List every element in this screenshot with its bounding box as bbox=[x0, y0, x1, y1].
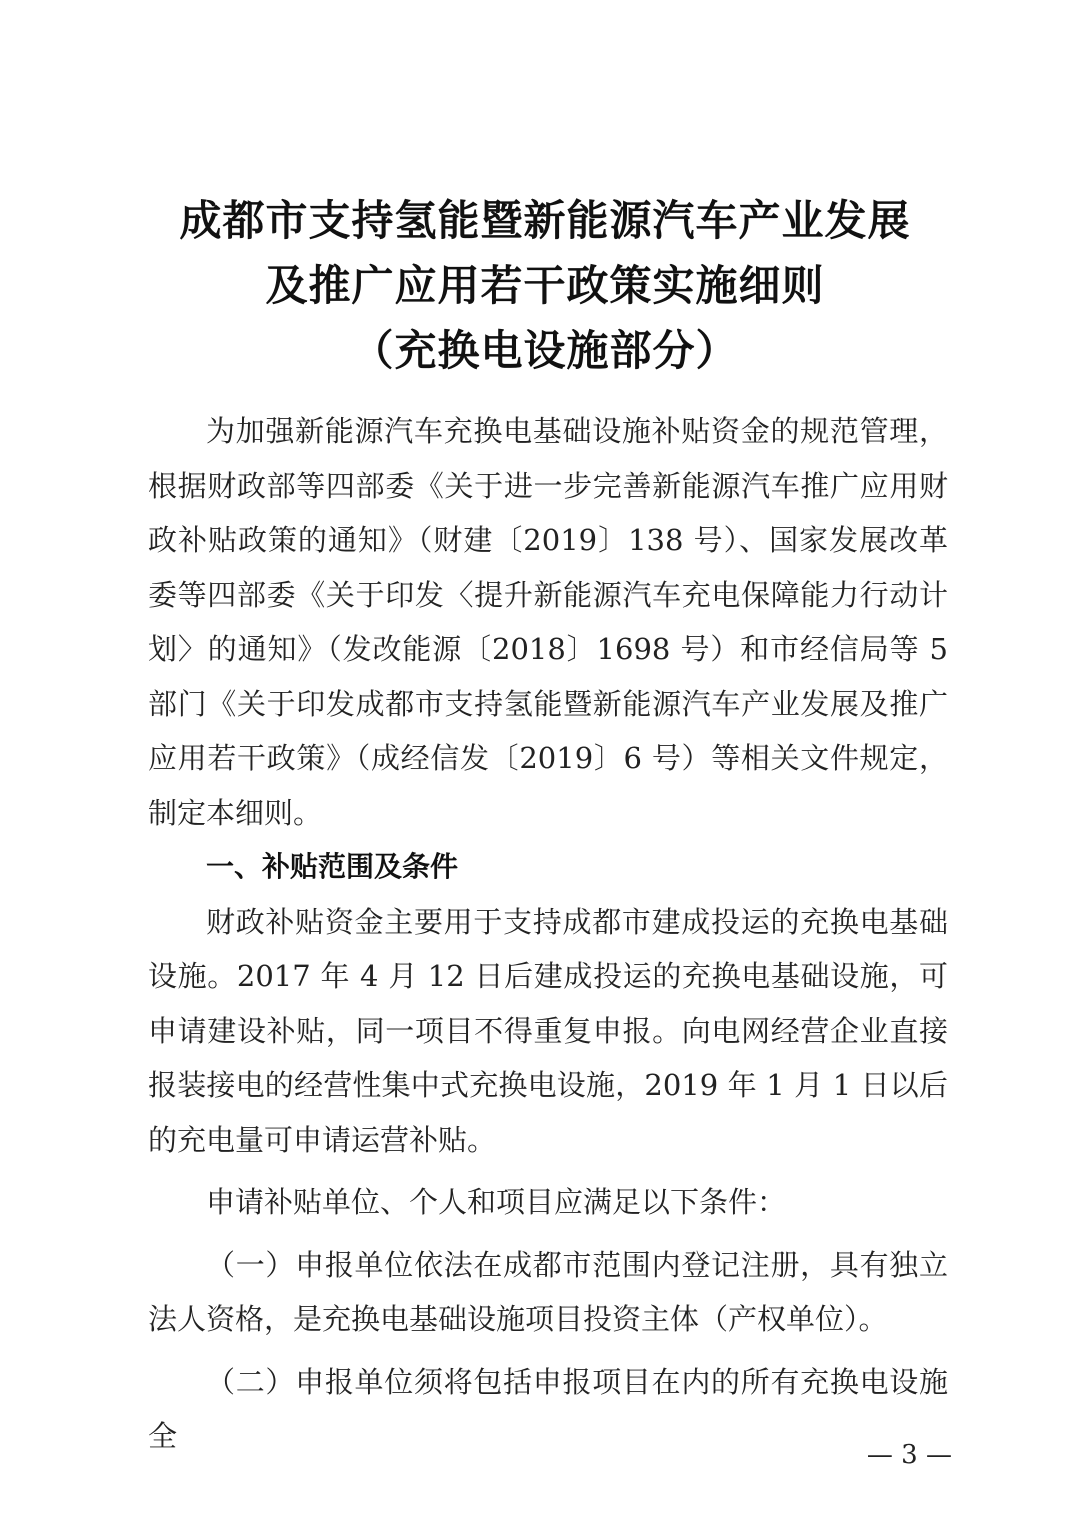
condition-item-2: （二）申报单位须将包括申报项目在内的所有充换电设施全 bbox=[148, 1364, 948, 1453]
paragraph-gap bbox=[148, 1347, 948, 1355]
paragraph-gap bbox=[148, 1230, 948, 1238]
title-line-2: 及推广应用若干政策实施细则 bbox=[265, 261, 825, 310]
title-line-1: 成都市支持氢能暨新能源汽车产业发展 bbox=[179, 196, 911, 245]
paragraph-gap bbox=[148, 1167, 948, 1175]
section-heading: 一、补贴范围及条件 bbox=[206, 850, 459, 883]
conditions-lead: 申请补贴单位、个人和项目应满足以下条件： bbox=[206, 1185, 787, 1219]
condition-item-1: （一）申报单位依法在成都市范围内登记注册，具有独立法人资格，是充换电基础设施项目投资主体（产权单位）。 bbox=[148, 1247, 948, 1336]
scope-paragraph: 财政补贴资金主要用于支持成都市建成投运的充换电基础设施。2017 年 4 月 12 日后建成投运的充换电基础设施，可申请建设补贴，同一项目不得重复申报。向电网经营企业直接报装接电的经营性集中式充换电设施，2019 年 1 月 1 日以后的充电量可申请运营补贴。 bbox=[148, 904, 948, 1157]
title-line-3: （充换电设施部分） bbox=[351, 326, 739, 375]
intro-paragraph: 为加强新能源汽车充换电基础设施补贴资金的规范管理，根据财政部等四部委《关于进一步完善新能源汽车推广应用财政补贴政策的通知》（财建〔2019〕138 号）、国家发展改革委等四部委《关于印发〈提升新能源汽车充电保障能力行动计划〉的通知》（发改能源〔2018〕1698 号）和市经信局等 5 部门《关于印发成都市支持氢能暨新能源汽车产业发展及推广应用若干政策》（成经信发〔2019〕6 号）等相关文件规定，制定本细则。 bbox=[148, 414, 948, 830]
document-title bbox=[140, 188, 950, 383]
document-body bbox=[148, 404, 948, 1464]
page-number: — 3 — bbox=[866, 1440, 952, 1470]
